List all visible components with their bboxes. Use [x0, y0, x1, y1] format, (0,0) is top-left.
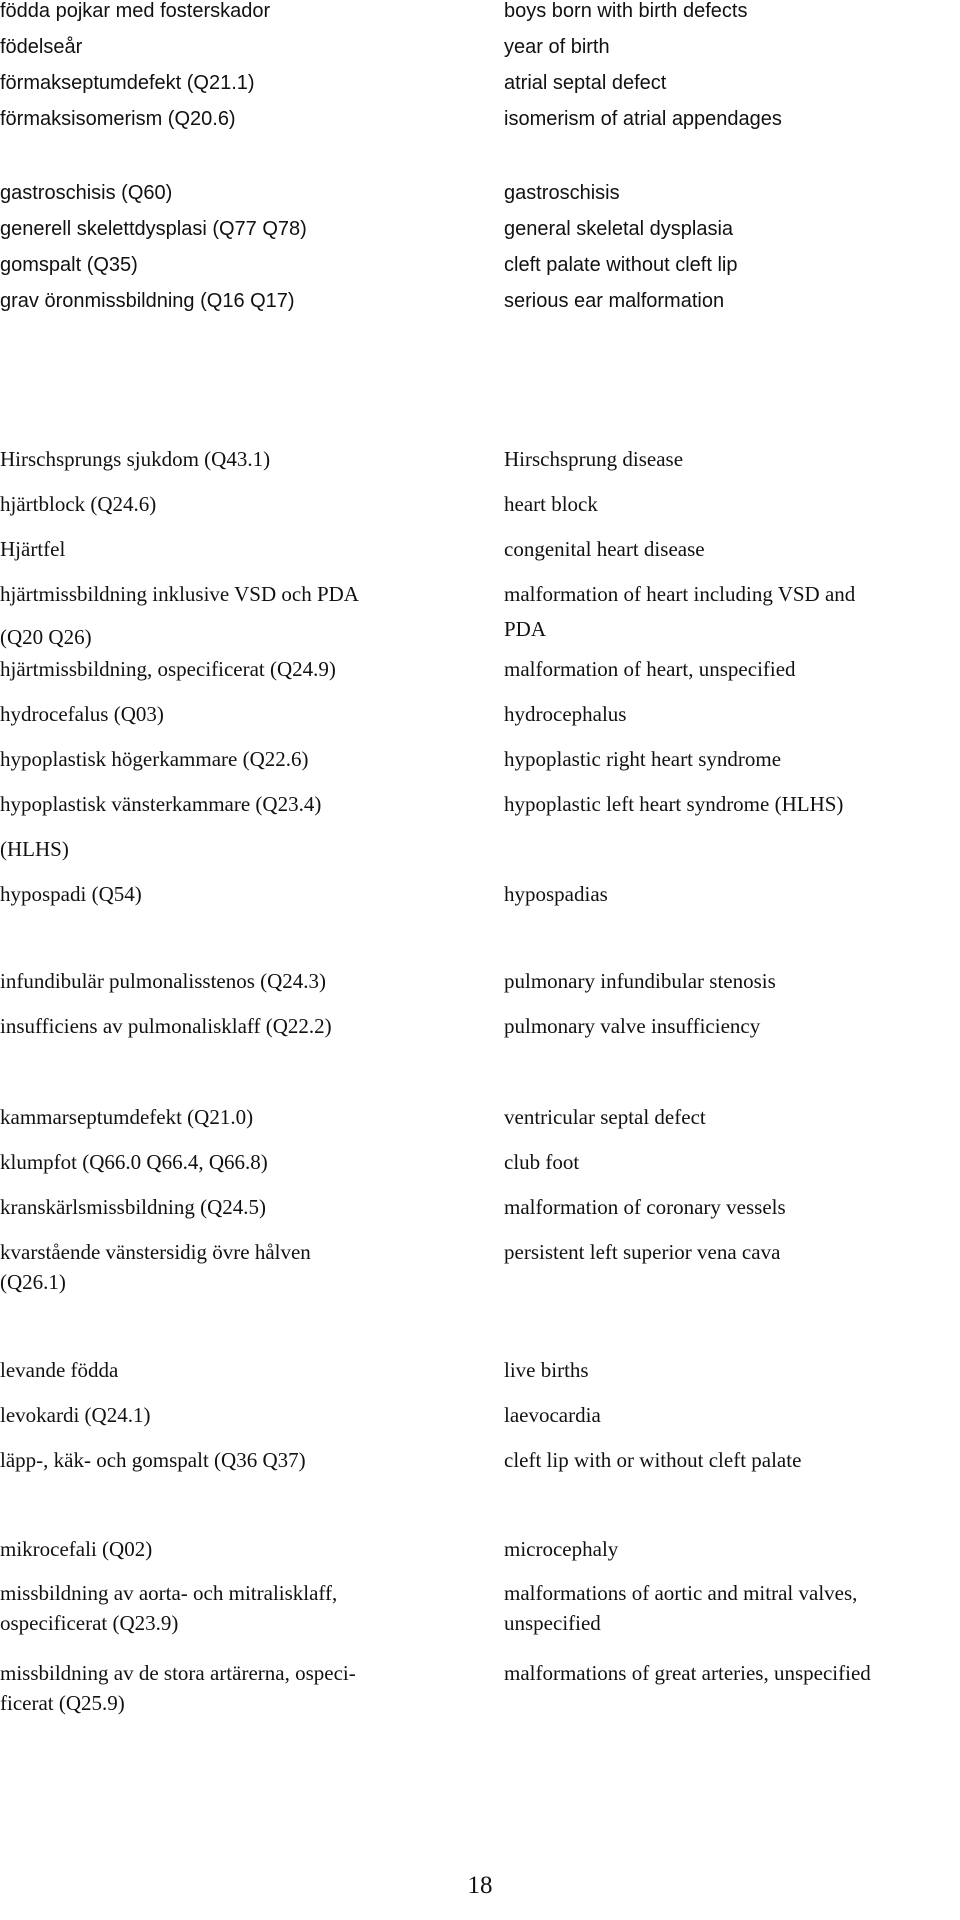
swedish-term: hypoplastisk högerkammare (Q22.6) [0, 747, 309, 771]
swedish-term: födelseår [0, 36, 83, 58]
swedish-term: levokardi (Q24.1) [0, 1403, 151, 1427]
english-term: pulmonary valve insufficiency [504, 1014, 761, 1038]
swedish-term: grav öronmissbildning (Q16 Q17) [0, 290, 295, 312]
english-term: malformation of coronary vessels [504, 1195, 786, 1219]
swedish-term: hjärtmissbildning inklusive VSD och PDA [0, 582, 359, 606]
swedish-term: hjärtmissbildning, ospecificerat (Q24.9) [0, 657, 336, 681]
english-term: Hirschsprung disease [504, 447, 684, 471]
english-term: serious ear malformation [504, 290, 725, 312]
english-term: year of birth [504, 36, 610, 58]
english-term: malformation of heart including VSD and [504, 582, 856, 606]
swedish-term: hjärtblock (Q24.6) [0, 492, 157, 516]
english-term: gastroschisis [504, 182, 620, 204]
swedish-term: hypoplastisk vänsterkammare (Q23.4) [0, 792, 322, 816]
swedish-term: gastroschisis (Q60) [0, 182, 173, 204]
english-term: live births [504, 1358, 589, 1382]
swedish-term-continuation: (HLHS) [0, 837, 69, 861]
swedish-term: infundibulär pulmonalisstenos (Q24.3) [0, 969, 327, 993]
english-term: heart block [504, 492, 598, 516]
english-term: persistent left superior vena cava [504, 1240, 781, 1264]
english-term: hypoplastic left heart syndrome (HLHS) [504, 792, 844, 816]
english-term: congenital heart disease [504, 537, 705, 561]
swedish-term: förmaksisomerism (Q20.6) [0, 108, 236, 130]
swedish-term: levande födda [0, 1358, 119, 1382]
swedish-term: läpp-, käk- och gomspalt (Q36 Q37) [0, 1448, 306, 1472]
english-term: ventricular septal defect [504, 1105, 706, 1129]
english-term: hydrocephalus [504, 702, 627, 726]
english-term: general skeletal dysplasia [504, 218, 734, 240]
english-term: cleft lip with or without cleft palate [504, 1448, 802, 1472]
swedish-term: gomspalt (Q35) [0, 254, 138, 276]
swedish-term: förmakseptumdefekt (Q21.1) [0, 72, 255, 94]
english-term: isomerism of atrial appendages [504, 108, 782, 130]
swedish-term: kvarstående vänstersidig övre hålven [0, 1240, 311, 1264]
swedish-term: insufficiens av pulmonalisklaff (Q22.2) [0, 1014, 332, 1038]
swedish-term: klumpfot (Q66.0 Q66.4, Q66.8) [0, 1150, 268, 1174]
english-term: laevocardia [504, 1403, 601, 1427]
swedish-term-continuation: ficerat (Q25.9) [0, 1691, 125, 1715]
page-number: 18 [467, 1872, 493, 1899]
english-term: malformations of aortic and mitral valves, [504, 1581, 858, 1605]
english-term: microcephaly [504, 1537, 619, 1561]
english-term-continuation: unspecified [504, 1611, 601, 1635]
english-term: club foot [504, 1150, 580, 1174]
english-term: atrial septal defect [504, 72, 667, 94]
swedish-term: mikrocefali (Q02) [0, 1537, 153, 1561]
swedish-term: missbildning av aorta- och mitralisklaff, [0, 1581, 338, 1605]
swedish-term: Hirschsprungs sjukdom (Q43.1) [0, 447, 271, 471]
swedish-term-continuation: (Q20 Q26) [0, 625, 92, 649]
swedish-term: generell skelettdysplasi (Q77 Q78) [0, 218, 307, 240]
swedish-term: födda pojkar med fosterskador [0, 0, 271, 22]
english-term: hypospadias [504, 882, 608, 906]
english-term: boys born with birth defects [504, 0, 748, 22]
swedish-term: missbildning av de stora artärerna, ospeci- [0, 1661, 356, 1685]
swedish-term: hypospadi (Q54) [0, 882, 142, 906]
english-term: malformation of heart, unspecified [504, 657, 796, 681]
swedish-term: kammarseptumdefekt (Q21.0) [0, 1105, 254, 1129]
swedish-term-continuation: ospecificerat (Q23.9) [0, 1611, 179, 1635]
swedish-term: hydrocefalus (Q03) [0, 702, 164, 726]
swedish-term: Hjärtfel [0, 537, 66, 561]
english-term: hypoplastic right heart syndrome [504, 747, 782, 771]
swedish-term-continuation: (Q26.1) [0, 1270, 66, 1294]
english-term: pulmonary infundibular stenosis [504, 969, 776, 993]
english-term: cleft palate without cleft lip [504, 254, 738, 276]
english-term: malformations of great arteries, unspecified [504, 1661, 871, 1685]
swedish-term: kranskärlsmissbildning (Q24.5) [0, 1195, 266, 1219]
english-term-continuation: PDA [504, 617, 547, 641]
